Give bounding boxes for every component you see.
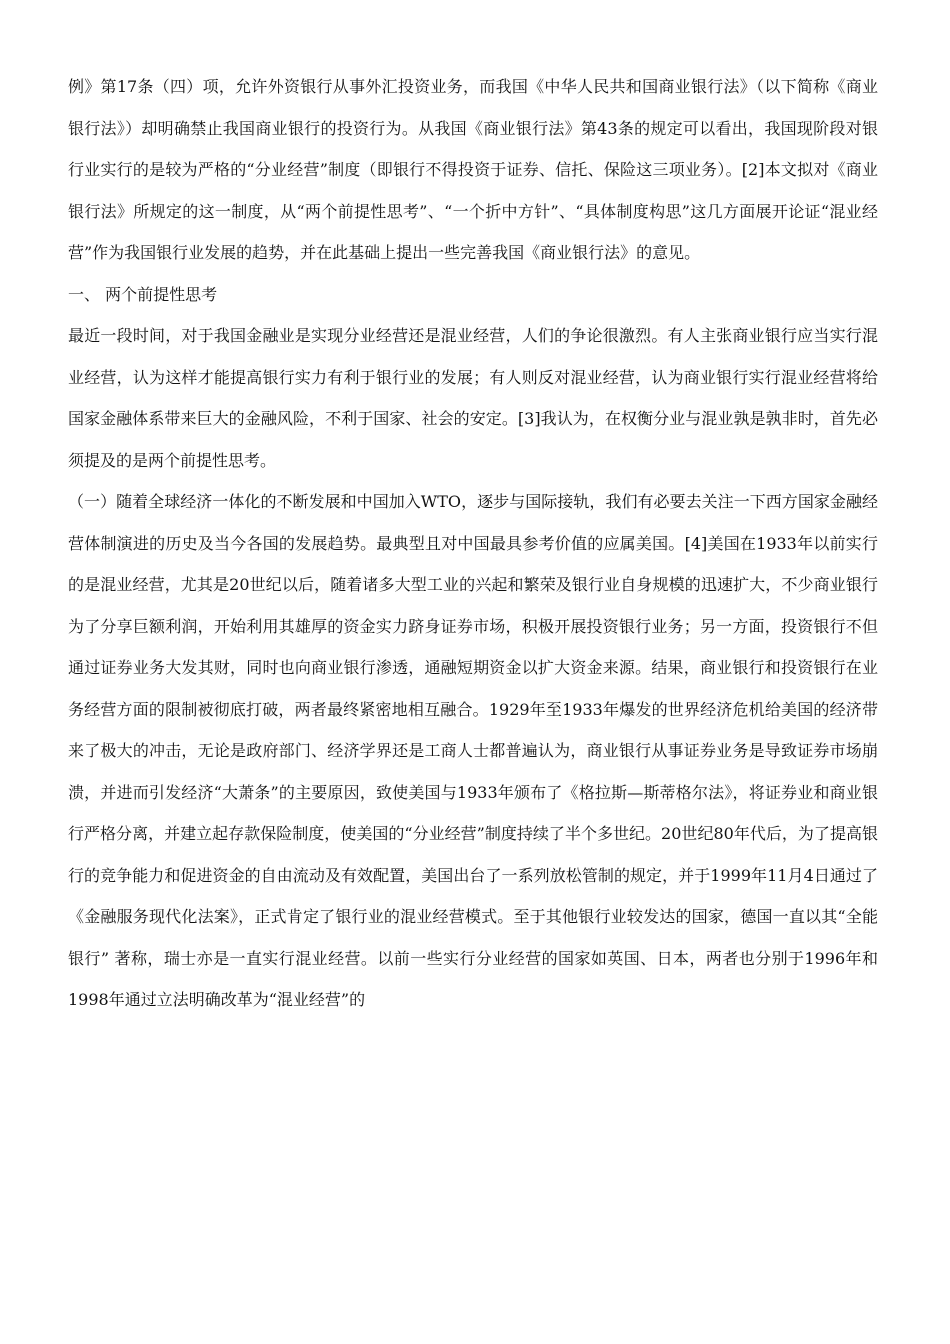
paragraph-us-history: （一）随着全球经济一体化的不断发展和中国加入WTO，逐步与国际接轨，我们有必要去关注一下西方国家金融经营体制演进的历史及当今各国的发展趋势。最典型且对中国最具参考价值的应属美国。[4]美国在1933年以前实行的是混业经营，尤其是20世纪以后，随着诸多大型工业的兴起和繁荣及银行业自身规模的迅速扩大，不少商业银行为了分享巨额利润，开始利用其雄厚的资金实力跻身证券市场，积极开展投资银行业务；另一方面，投资银行不但通过证券业务大发其财，同时也向商业银行渗透，通融短期资金以扩大资金来源。结果，商业银行和投资银行在业务经营方面的限制被彻底打破，两者最终紧密地相互融合。1929年至1933年爆发的世界经济危机给美国的经济带来了极大的冲击，无论是政府部门、经济学界还是工商人士都普遍认为，商业银行从事证券业务是导致证券市场崩溃，并进而引发经济“大萧条”的主要原因，致使美国与1933年颁布了《格拉斯—斯蒂格尔法》，将证券业和商业银行严格分离，并建立起存款保险制度，使美国的“分业经营”制度持续了半个多世纪。20世纪80年代后，为了提高银行的竞争能力和促进资金的自由流动及有效配置，美国出台了一系列放松管制的规定，并于1999年11月4日通过了《金融服务现代化法案》，正式肯定了银行业的混业经营模式。至于其他银行业较发达的国家，德国一直以其“全能银行” 著称，瑞士亦是一直实行混业经营。以前一些实行分业经营的国家如英国、日本，两者也分别于1996年和1998年通过立法明确改革为“混业经营”的 — [68, 492, 878, 1009]
paragraph-debate: 最近一段时间，对于我国金融业是实现分业经营还是混业经营，人们的争论很激烈。有人主张商业银行应当实行混业经营，认为这样才能提高银行实力有利于银行业的发展；有人则反对混业经营，认为商业银行实行混业经营将给国家金融体系带来巨大的金融风险，不利于国家、社会的安定。[3]我认为，在权衡分业与混业孰是孰非时，首先必须提及的是两个前提性思考。 — [68, 326, 878, 470]
paragraph-intro: 例》第17条（四）项，允许外资银行从事外汇投资业务，而我国《中华人民共和国商业银行法》（以下简称《商业银行法》）却明确禁止我国商业银行的投资行为。从我国《商业银行法》第43条的规定可以看出，我国现阶段对银行业实行的是较为严格的“分业经营”制度（即银行不得投资于证券、信托、保险这三项业务）。[2]本文拟对《商业银行法》所规定的这一制度，从“两个前提性思考”、“一个折中方针”、“具体制度构思”这几方面展开论证“混业经营”作为我国银行业发展的趋势，并在此基础上提出一些完善我国《商业银行法》的意见。 — [68, 77, 878, 262]
section-heading: 一、 两个前提性思考 — [68, 284, 218, 304]
